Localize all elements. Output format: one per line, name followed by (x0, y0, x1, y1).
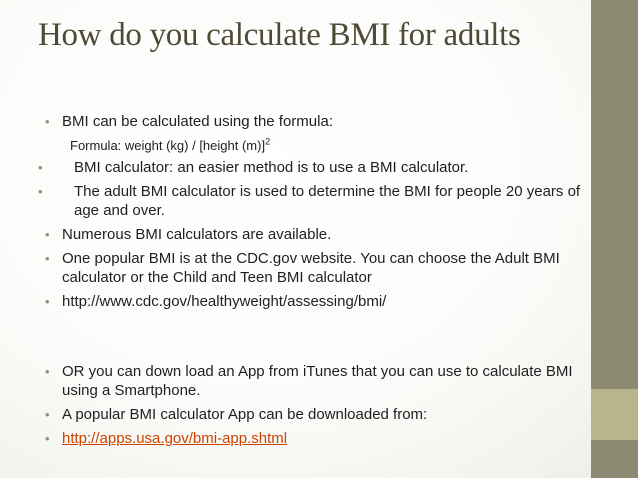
bullet-icon: • (45, 431, 50, 446)
bullet-text: A popular BMI calculator App can be downloaded from: (62, 406, 428, 423)
bullet-text: BMI calculator: an easier method is to use a BMI calculator. (74, 159, 469, 176)
list-item (44, 292, 589, 311)
side-accent-block (591, 389, 638, 440)
bullet-text: Numerous BMI calculators are available. (62, 226, 332, 243)
bullet-list (38, 112, 589, 453)
bullet-icon: • (45, 251, 50, 266)
list-item (38, 158, 589, 177)
list-item (38, 182, 589, 220)
bullet-text: The adult BMI calculator is used to determine the BMI for people 20 years of age and over. (74, 183, 581, 219)
spacer (44, 316, 589, 362)
formula-exponent: 2 (265, 136, 271, 147)
bullet-icon: • (45, 227, 50, 242)
slide-title: How do you calculate BMI for adults (38, 17, 521, 53)
bullet-icon: • (38, 160, 43, 175)
bullet-text: One popular BMI is at the CDC.gov website. You can choose the Adult BMI calculator or the Child and Teen BMI calculator (62, 250, 560, 286)
bullet-icon: • (45, 364, 50, 379)
list-item (44, 405, 589, 424)
list-item (44, 362, 589, 400)
bmi-app-link[interactable]: http://apps.usa.gov/bmi-app.shtml (62, 430, 288, 447)
cdc-url-text: http://www.cdc.gov/healthyweight/assessing/bmi/ (62, 293, 387, 310)
bullet-text: BMI can be calculated using the formula: (62, 113, 333, 130)
list-item (44, 225, 589, 244)
list-item (44, 249, 589, 287)
bullet-icon: • (45, 294, 50, 309)
bullet-icon: • (45, 114, 50, 129)
formula-text: Formula: weight (kg) / [height (m)] (70, 138, 266, 153)
list-item (44, 112, 589, 131)
list-item (44, 429, 589, 448)
formula-line (44, 136, 589, 155)
bullet-text: OR you can down load an App from iTunes that you can use to calculate BMI using a Smartphone. (62, 363, 573, 399)
bullet-icon: • (38, 184, 43, 199)
bullet-icon: • (45, 407, 50, 422)
